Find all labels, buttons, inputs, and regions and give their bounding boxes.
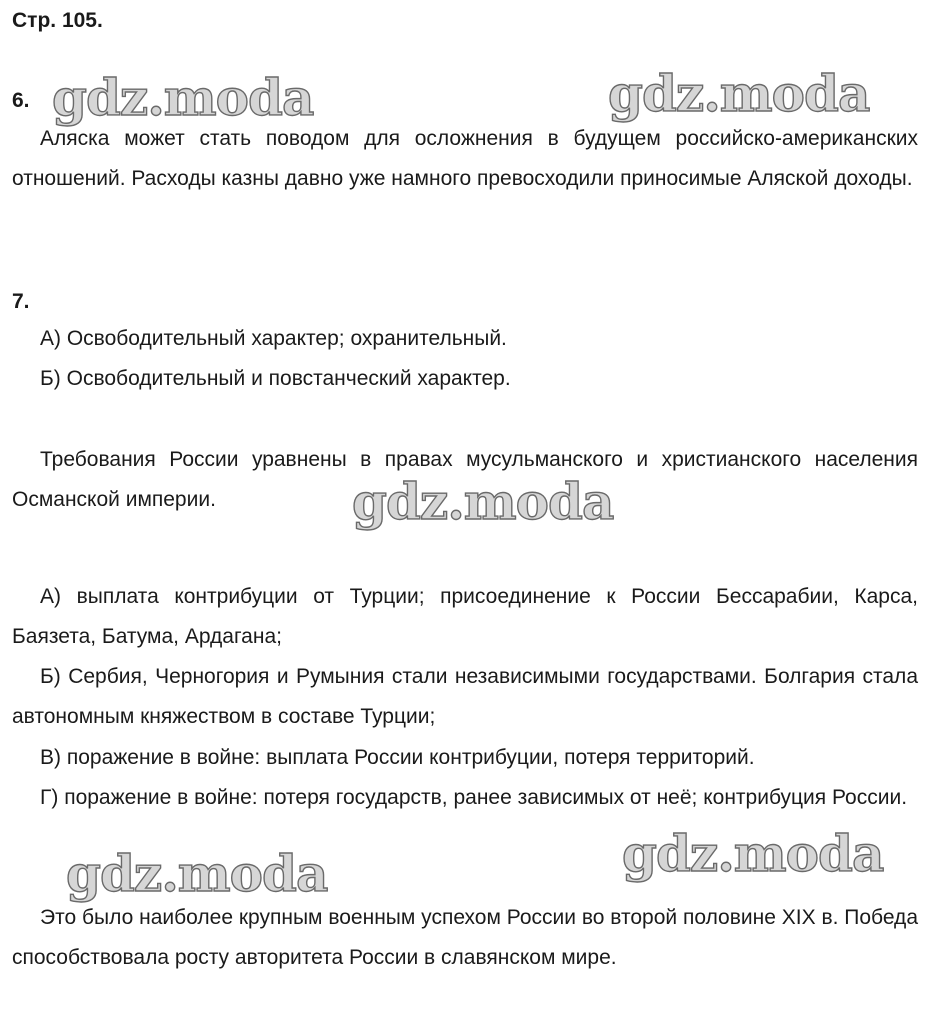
task-6-number: 6. [12,89,30,112]
watermark: gdz.moda [622,824,884,883]
task-7-result-b: Б) Сербия, Черногория и Румыния стали независимыми государствами. Болгария стала автономным княжеством в составе Турции; [12,665,918,728]
task-7-result-d: Г) поражение в войне: потеря государств, ранее зависимых от неё; контрибуция России. [40,786,908,809]
watermark: gdz.moda [66,844,328,903]
page-reference: Стр. 105. [12,9,103,32]
watermark: gdz.moda [352,472,614,531]
watermark: gdz.moda [52,68,314,127]
task-7-conclusion: Это было наиболее крупным военным успехом России во второй половине XIX в. Победа способствовала росту авторитета России в славянском мире. [12,906,918,969]
task-7-result-c: В) поражение в войне: выплата России контрибуции, потеря территорий. [40,746,755,769]
task-7-demands: Требования России уравнены в правах мусульманского и христианского населения Османской империи. [12,448,918,511]
task-7-answer-b: Б) Освободительный и повстанческий характер. [40,367,511,390]
task-6-answer: Аляска может стать поводом для осложнения в будущем российско-американских отношений. Расходы казны давно уже намного превосходили приносимые Аляской доходы. [12,127,918,190]
task-7-answer-a: А) Освободительный характер; охранительный. [40,327,507,350]
watermark: gdz.moda [608,64,870,123]
task-7-result-a: А) выплата контрибуции от Турции; присоединение к России Бессарабии, Карса, Баязета, Батума, Ардагана; [12,585,918,648]
task-7-number: 7. [12,290,30,313]
